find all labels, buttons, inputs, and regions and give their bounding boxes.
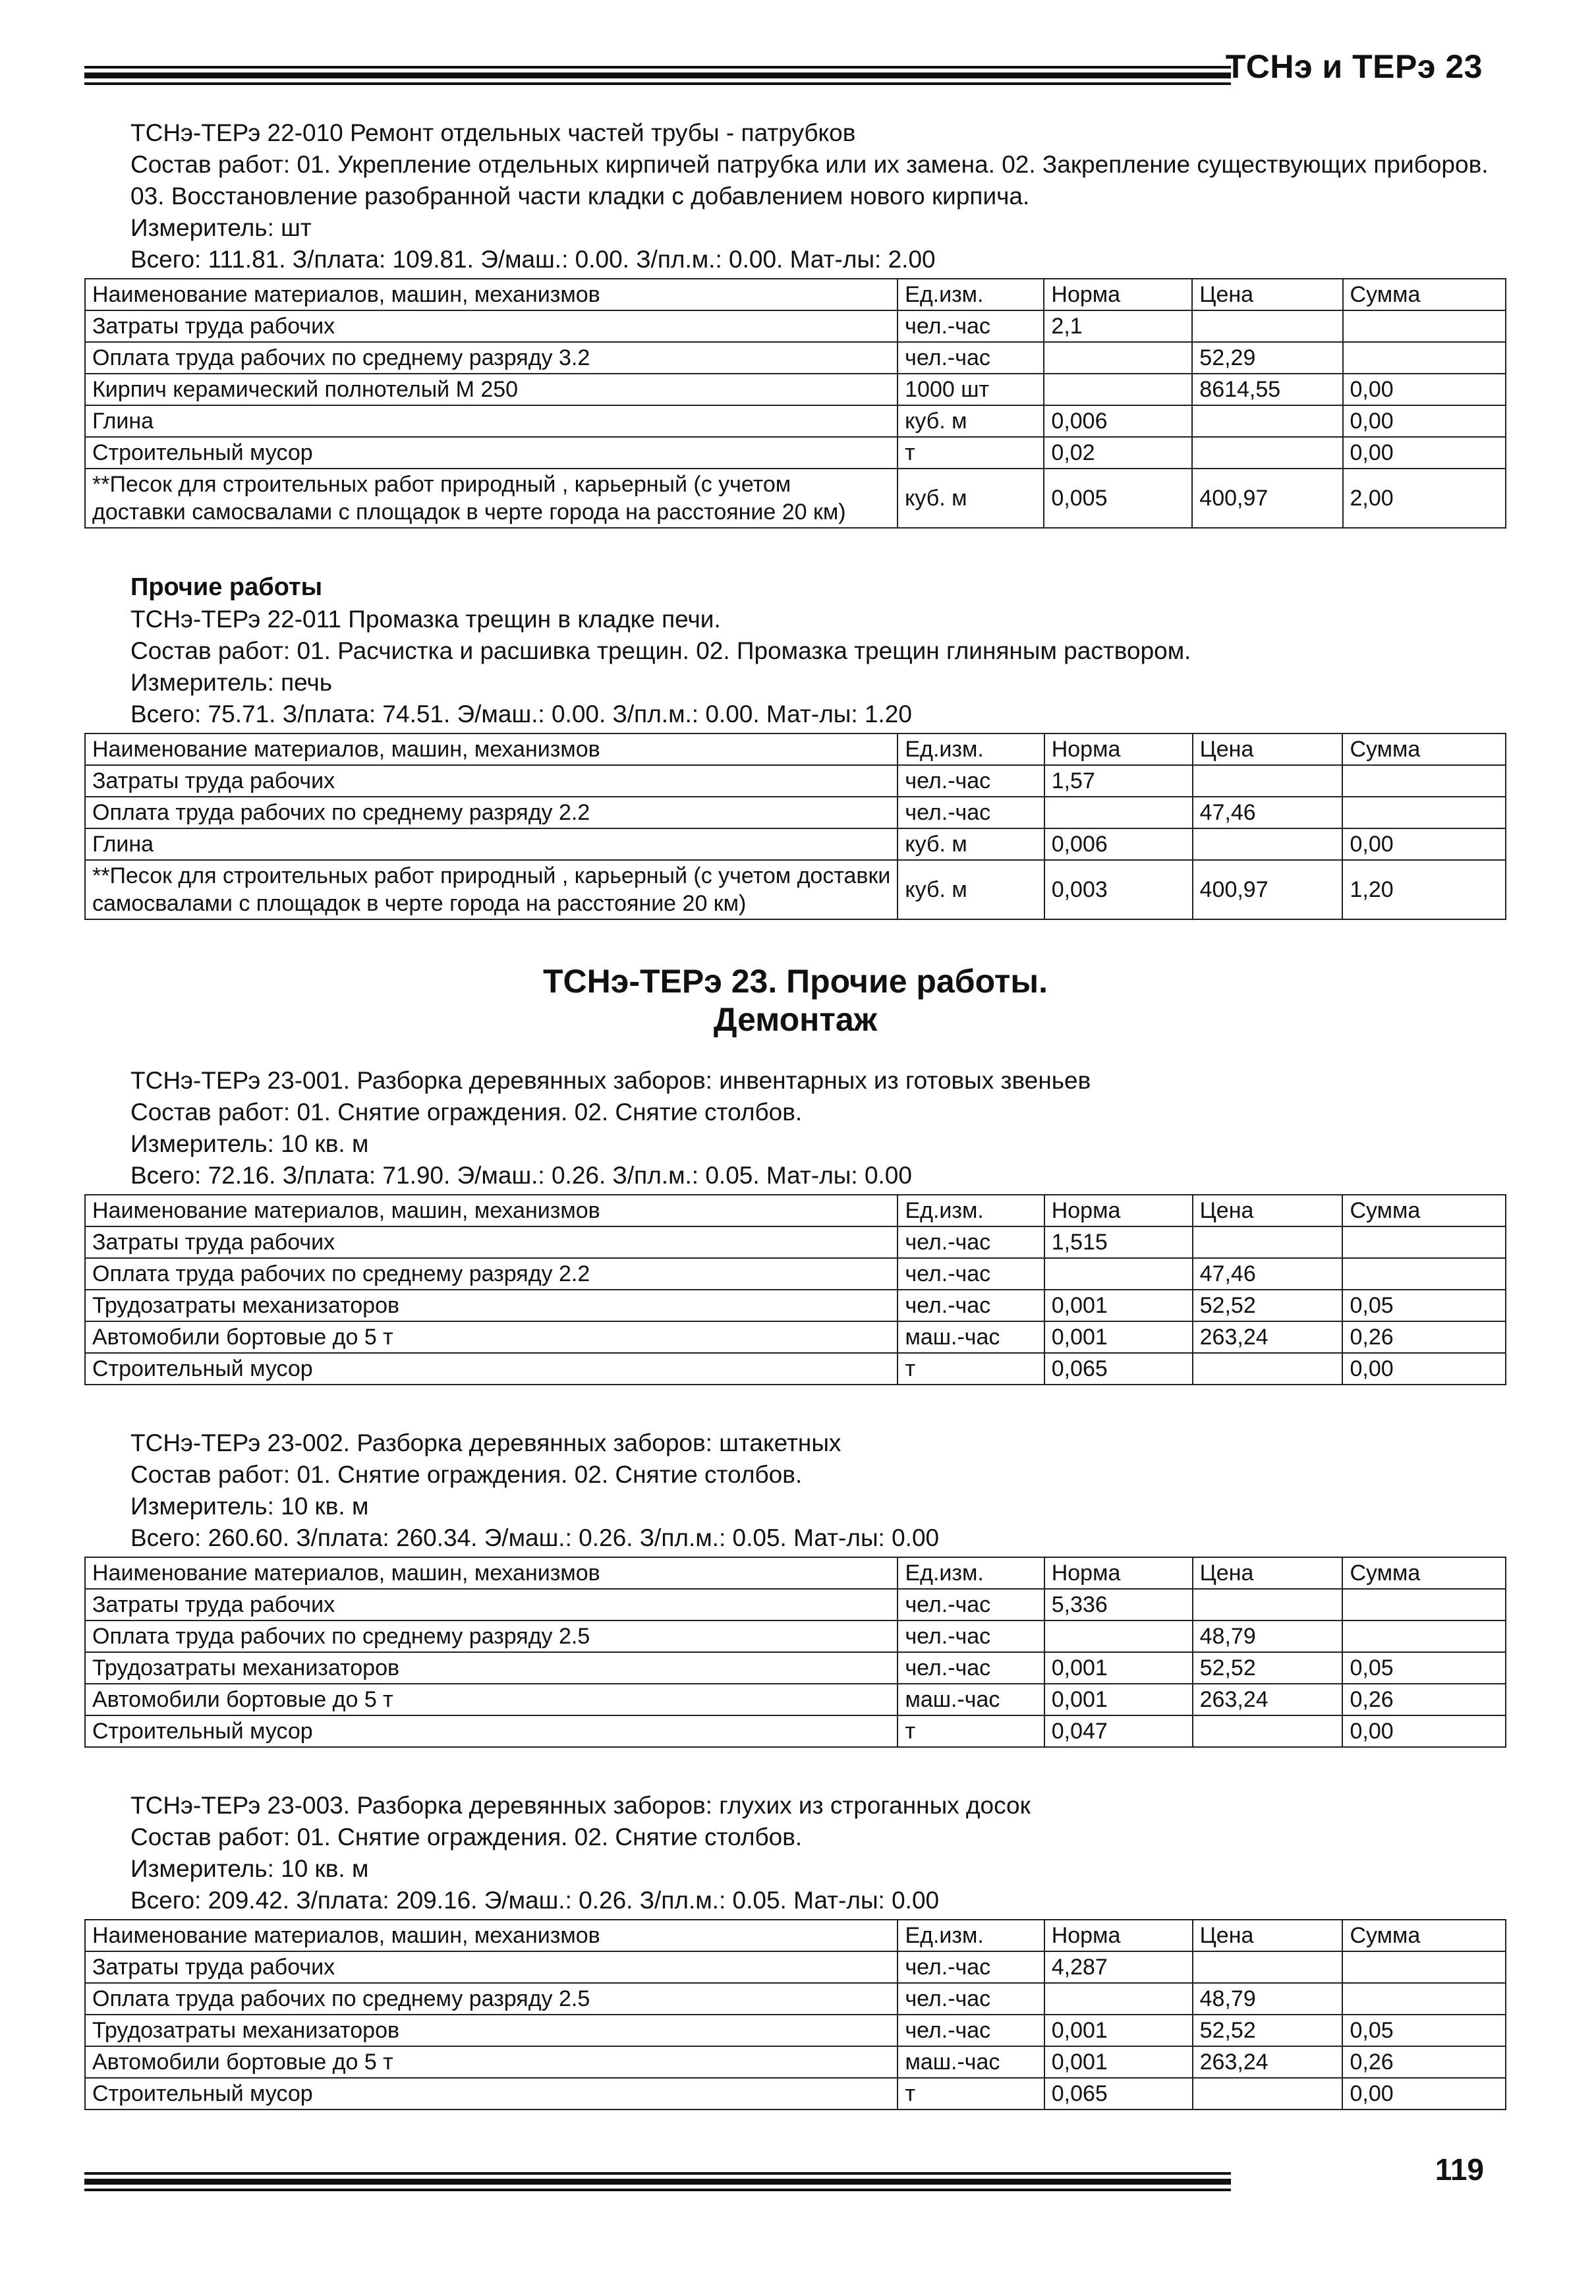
table-cell: 0,00 [1342,1353,1506,1385]
table-cell: Строительный мусор [85,2078,898,2109]
section-heading: Прочие работы [130,573,323,601]
column-header: Цена [1193,1557,1343,1589]
column-header: Норма [1044,733,1193,765]
table-header-row [85,1557,1506,1589]
table-cell: маш.-час [898,1684,1044,1715]
table-header-row [85,279,1506,310]
table-cell: 0,047 [1044,1715,1193,1747]
table-header-row [85,1195,1506,1226]
table-cell: 0,05 [1342,1290,1506,1321]
table-row [85,797,1506,828]
table-cell: 0,001 [1044,2046,1193,2078]
table-cell: т [898,437,1044,469]
totals-line: Всего: 72.16. З/плата: 71.90. Э/маш.: 0.26. З/пл.м.: 0.05. Мат-лы: 0.00 [130,1162,912,1189]
table-row [85,437,1506,469]
table-cell [1193,828,1343,860]
table-cell: чел.-час [898,1226,1044,1258]
table-row [85,1983,1506,2015]
table-cell: Автомобили бортовые до 5 т [85,2046,898,2078]
table-cell: 0,26 [1342,2046,1506,2078]
table-row [85,1715,1506,1747]
table-cell: куб. м [898,860,1044,919]
table-cell [1342,1226,1506,1258]
table-cell: т [898,1353,1044,1385]
totals-line: Всего: 260.60. З/плата: 260.34. Э/маш.: 0.26. З/пл.м.: 0.05. Мат-лы: 0.00 [130,1524,940,1551]
table-cell: куб. м [898,405,1044,437]
table-cell [1342,1621,1506,1652]
table-cell: 8614,55 [1192,374,1342,405]
table-cell: **Песок для строительных работ природный , карьерный (с учетом доставки самосвалами с площадок в черте города на расстояние 20 км) [85,469,898,528]
unit-measure: Измеритель: 10 кв. м [130,1493,369,1520]
table-cell: Трудозатраты механизаторов [85,2015,898,2046]
table-cell [1193,1353,1343,1385]
table-cell: 0,00 [1342,2078,1506,2109]
table-cell: 52,52 [1193,1652,1343,1684]
rates-table [84,1557,1506,1748]
entries-section-23 [84,1065,1506,2110]
table-cell [1044,374,1192,405]
unit-measure: Измеритель: печь [130,669,333,696]
table-cell: 1,57 [1044,765,1193,797]
page-content [84,117,1506,2152]
table-cell: Оплата труда рабочих по среднему разряду 2.2 [85,1258,898,1290]
column-header: Наименование материалов, машин, механизмов [85,1557,898,1589]
table-cell: 0,001 [1044,1652,1193,1684]
table-cell: Глина [85,828,898,860]
table-cell [1193,1226,1343,1258]
table-cell: чел.-час [898,1290,1044,1321]
table-cell: маш.-час [898,1321,1044,1353]
table-row [85,2078,1506,2109]
table-cell: чел.-час [898,797,1044,828]
column-header: Ед.изм. [898,1920,1044,1951]
table-cell: 48,79 [1193,1621,1343,1652]
table-cell: чел.-час [898,342,1044,374]
table-cell: Строительный мусор [85,1715,898,1747]
table-cell [1193,2078,1343,2109]
column-header: Цена [1193,733,1343,765]
table-row [85,1951,1506,1983]
column-header: Цена [1193,1195,1343,1226]
work-composition: Состав работ: 01. Снятие ограждения. 02. Снятие столбов. [130,1823,803,1851]
table-row [85,1652,1506,1684]
column-header: Ед.изм. [898,279,1044,310]
table-cell: 52,29 [1192,342,1342,374]
entry-title: ТСНэ-ТЕРэ 22-010 Ремонт отдельных частей трубы - патрубков [130,119,856,146]
table-cell: 0,00 [1343,437,1506,469]
table-row [85,1321,1506,1353]
table-cell: 4,287 [1044,1951,1193,1983]
table-cell: **Песок для строительных работ природный , карьерный (с учетом доставки самосвалами с площадок в черте города на расстояние 20 км) [85,860,898,919]
table-cell: 0,001 [1044,2015,1193,2046]
work-composition: Состав работ: 01. Снятие ограждения. 02. Снятие столбов. [130,1461,803,1488]
column-header: Норма [1044,1920,1193,1951]
table-cell [1342,765,1506,797]
table-cell: Глина [85,405,898,437]
table-cell: Строительный мусор [85,1353,898,1385]
table-cell: Затраты труда рабочих [85,1589,898,1621]
column-header: Норма [1044,1195,1193,1226]
rates-table [84,278,1506,529]
table-cell: 47,46 [1193,1258,1343,1290]
table-cell: Автомобили бортовые до 5 т [85,1321,898,1353]
table-cell: 0,006 [1044,828,1193,860]
table-cell: 0,001 [1044,1290,1193,1321]
table-cell: 0,00 [1342,1715,1506,1747]
table-cell: чел.-час [898,1652,1044,1684]
table-row [85,1684,1506,1715]
entries-section-22 [84,117,1506,920]
table-cell [1044,797,1193,828]
table-cell: Затраты труда рабочих [85,765,898,797]
table-row [85,1258,1506,1290]
table-cell: чел.-час [898,1589,1044,1621]
column-header: Сумма [1342,733,1506,765]
column-header: Цена [1193,1920,1343,1951]
entry-title: ТСНэ-ТЕРэ 22-011 Промазка трещин в кладке печи. [130,606,721,633]
table-cell [1342,1258,1506,1290]
table-cell [1044,342,1192,374]
table-cell: чел.-час [898,1951,1044,1983]
column-header: Сумма [1342,1920,1506,1951]
table-cell: 2,00 [1343,469,1506,528]
table-row [85,2046,1506,2078]
table-cell: чел.-час [898,1258,1044,1290]
column-header: Наименование материалов, машин, механизмов [85,733,898,765]
table-row [85,342,1506,374]
table-cell: 400,97 [1193,860,1343,919]
table-cell: Оплата труда рабочих по среднему разряду 2.5 [85,1983,898,2015]
column-header: Сумма [1342,1557,1506,1589]
rate-entry [84,571,1506,920]
totals-line: Всего: 209.42. З/плата: 209.16. Э/маш.: 0.26. З/пл.м.: 0.05. Мат-лы: 0.00 [130,1887,940,1914]
table-cell [1342,1983,1506,2015]
header-rule [84,66,1231,89]
column-header: Наименование материалов, машин, механизмов [85,1920,898,1951]
table-cell: т [898,2078,1044,2109]
work-composition: Состав работ: 01. Снятие ограждения. 02. Снятие столбов. [130,1099,803,1126]
table-cell [1193,1715,1343,1747]
rates-table [84,733,1506,920]
table-cell: Оплата труда рабочих по среднему разряду 2.5 [85,1621,898,1652]
column-header: Ед.изм. [898,1195,1044,1226]
table-cell [1342,1589,1506,1621]
table-cell: 0,00 [1343,374,1506,405]
table-cell: Оплата труда рабочих по среднему разряду 3.2 [85,342,898,374]
table-cell: чел.-час [898,1983,1044,2015]
table-row [85,1226,1506,1258]
table-cell: Затраты труда рабочих [85,1951,898,1983]
table-cell: 0,065 [1044,2078,1193,2109]
table-cell: Затраты труда рабочих [85,310,898,342]
table-cell: 0,05 [1342,1652,1506,1684]
footer-rule [84,2172,1231,2195]
column-header: Норма [1044,279,1192,310]
table-cell [1192,405,1342,437]
page-number: 119 [1435,2152,1484,2187]
table-cell: 52,52 [1193,1290,1343,1321]
table-cell [1342,797,1506,828]
table-cell: 1,20 [1342,860,1506,919]
table-cell [1193,1589,1343,1621]
table-cell [1193,765,1343,797]
table-cell: 1000 шт [898,374,1044,405]
table-cell [1343,342,1506,374]
entry-title: ТСНэ-ТЕРэ 23-002. Разборка деревянных заборов: штакетных [130,1429,841,1456]
column-header: Наименование материалов, машин, механизмов [85,279,898,310]
table-cell [1044,1258,1193,1290]
rate-entry [84,117,1506,529]
table-row [85,1589,1506,1621]
unit-measure: Измеритель: шт [130,214,312,241]
rates-table [84,1194,1506,1385]
column-header: Ед.изм. [898,1557,1044,1589]
table-cell: куб. м [898,469,1044,528]
table-cell [1192,310,1342,342]
totals-line: Всего: 111.81. З/плата: 109.81. Э/маш.: 0.00. З/пл.м.: 0.00. Мат-лы: 2.00 [130,246,936,273]
table-row [85,310,1506,342]
chapter-title [84,962,1506,1039]
column-header: Наименование материалов, машин, механизмов [85,1195,898,1226]
table-cell: 0,001 [1044,1684,1193,1715]
entry-title: ТСНэ-ТЕРэ 23-001. Разборка деревянных заборов: инвентарных из готовых звеньев [130,1067,1091,1094]
table-cell [1044,1621,1193,1652]
table-cell [1193,1951,1343,1983]
table-row [85,860,1506,919]
table-cell: 400,97 [1192,469,1342,528]
table-cell: 0,006 [1044,405,1192,437]
table-cell [1342,1951,1506,1983]
work-composition: Состав работ: 01. Укрепление отдельных кирпичей патрубка или их замена. 02. Закрепление существующих приборов. 03. Восстановление разобранной части кладки с добавлением нового кирпича. [130,151,1489,210]
column-header: Сумма [1343,279,1506,310]
rate-entry [84,1065,1506,1385]
table-cell: чел.-час [898,310,1044,342]
table-cell: 0,005 [1044,469,1192,528]
entry-title: ТСНэ-ТЕРэ 23-003. Разборка деревянных заборов: глухих из строганных досок [130,1792,1031,1819]
table-cell: Оплата труда рабочих по среднему разряду 2.2 [85,797,898,828]
chapter-title-line2: Демонтаж [713,1001,878,1038]
table-cell: 2,1 [1044,310,1192,342]
unit-measure: Измеритель: 10 кв. м [130,1855,369,1882]
table-cell: т [898,1715,1044,1747]
table-cell: куб. м [898,828,1044,860]
table-row [85,374,1506,405]
table-cell: 0,02 [1044,437,1192,469]
table-cell [1192,437,1342,469]
table-header-row [85,1920,1506,1951]
table-cell: чел.-час [898,1621,1044,1652]
table-row [85,469,1506,528]
table-cell: Трудозатраты механизаторов [85,1652,898,1684]
table-cell: Кирпич керамический полнотелый М 250 [85,374,898,405]
table-cell: 263,24 [1193,1684,1343,1715]
table-row [85,2015,1506,2046]
table-cell: Трудозатраты механизаторов [85,1290,898,1321]
table-cell [1343,310,1506,342]
table-cell: 48,79 [1193,1983,1343,2015]
table-cell: 263,24 [1193,1321,1343,1353]
totals-line: Всего: 75.71. З/плата: 74.51. Э/маш.: 0.00. З/пл.м.: 0.00. Мат-лы: 1.20 [130,701,912,728]
table-cell: 0,05 [1342,2015,1506,2046]
table-cell: 0,00 [1342,828,1506,860]
table-cell: 52,52 [1193,2015,1343,2046]
table-cell: 1,515 [1044,1226,1193,1258]
column-header: Цена [1192,279,1342,310]
work-composition: Состав работ: 01. Расчистка и расшивка трещин. 02. Промазка трещин глиняным раствором. [130,637,1191,664]
chapter-title-line1: ТСНэ-ТЕРэ 23. Прочие работы. [542,963,1048,1000]
table-row [85,1621,1506,1652]
table-cell: 47,46 [1193,797,1343,828]
table-cell: Автомобили бортовые до 5 т [85,1684,898,1715]
column-header: Ед.изм. [898,733,1044,765]
table-cell: 0,00 [1343,405,1506,437]
table-cell: 0,065 [1044,1353,1193,1385]
table-row [85,405,1506,437]
table-cell: 263,24 [1193,2046,1343,2078]
column-header: Сумма [1342,1195,1506,1226]
table-header-row [85,733,1506,765]
table-cell: 0,001 [1044,1321,1193,1353]
table-cell: Строительный мусор [85,437,898,469]
rate-entry [84,1427,1506,1748]
table-cell: 0,26 [1342,1684,1506,1715]
unit-measure: Измеритель: 10 кв. м [130,1130,369,1157]
table-cell: 0,003 [1044,860,1193,919]
table-cell: Затраты труда рабочих [85,1226,898,1258]
table-row [85,1290,1506,1321]
column-header: Норма [1044,1557,1193,1589]
table-cell: 5,336 [1044,1589,1193,1621]
table-row [85,828,1506,860]
running-header: ТСНэ и ТЕРэ 23 [1225,48,1483,85]
table-cell: 0,26 [1342,1321,1506,1353]
table-cell: маш.-час [898,2046,1044,2078]
table-row [85,1353,1506,1385]
table-cell: чел.-час [898,2015,1044,2046]
table-cell [1044,1983,1193,2015]
rate-entry [84,1790,1506,2110]
table-cell: чел.-час [898,765,1044,797]
rates-table [84,1919,1506,2110]
table-row [85,765,1506,797]
